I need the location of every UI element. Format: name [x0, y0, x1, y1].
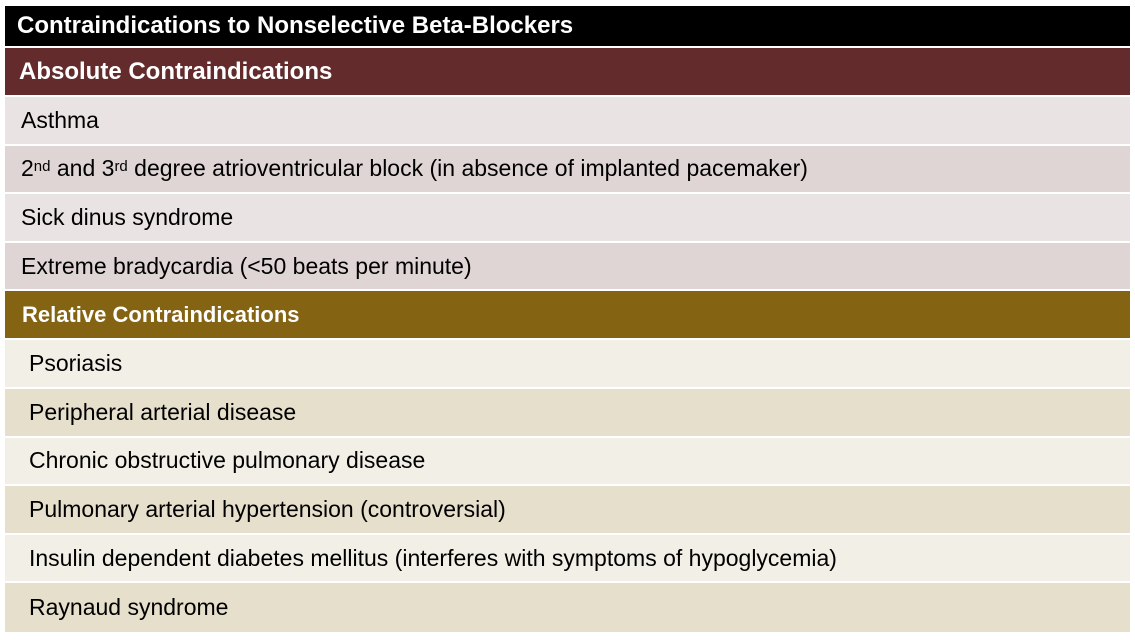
relative-item: Pulmonary arterial hypertension (controversial) — [5, 486, 1130, 535]
relative-item: Chronic obstructive pulmonary disease — [5, 438, 1130, 487]
relative-item: Insulin dependent diabetes mellitus (interferes with symptoms of hypoglycemia) — [5, 535, 1130, 584]
absolute-item-av-block: 2 $^{nd}$ and 3 $^{rd}$ degree atrioventricular block (in absence of implanted pacemaker) — [5, 146, 1130, 195]
relative-item: Raynaud syndrome — [5, 583, 1130, 632]
absolute-section-header: Absolute Contraindications — [5, 48, 1130, 97]
relative-section-header: Relative Contraindications — [5, 291, 1130, 340]
absolute-item-bradycardia: Extreme bradycardia (<50 beats per minute) — [5, 243, 1130, 292]
relative-item: Psoriasis — [5, 340, 1130, 389]
av-block-text: degree atrioventricular block (in absence of implanted pacemaker) — [127, 155, 808, 182]
av-block-number-2: 2 — [21, 155, 34, 182]
absolute-item-sick-sinus: Sick dinus syndrome — [5, 194, 1130, 243]
av-block-and-3: and 3 — [50, 155, 115, 182]
absolute-item-asthma: Asthma — [5, 97, 1130, 146]
contraindications-table — [5, 6, 1130, 632]
table-title: Contraindications to Nonselective Beta-Blockers — [5, 6, 1130, 48]
relative-item: Peripheral arterial disease — [5, 389, 1130, 438]
